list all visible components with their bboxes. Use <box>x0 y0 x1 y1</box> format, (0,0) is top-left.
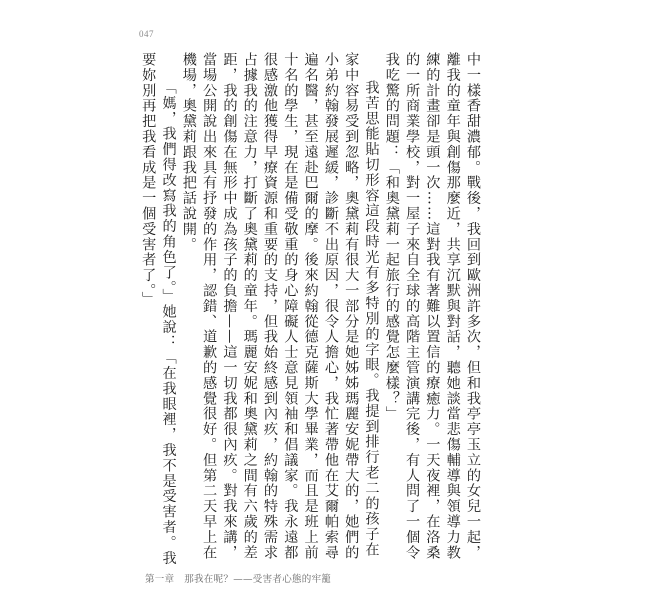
paragraph: 我苦思能貼切形容這段時光有多特別的字眼。我提到排行老二的孩子在家中容易受到忽略，奧黛莉有很大一部分是她姊姊瑪麗安妮帶大的，她們的小弟約翰發展遲緩，診斷不出原因，很令人擔心，我忙著帶他在艾爾帕索尋遍名醫，甚至遠赴巴爾的摩。後來約翰從德克薩斯大學畢業，而且是班上前十名的學生，現在是備受敬重的身心障礙人士意見領袖和倡議家。我永遠都很感激他獲得早療資源和重要的支持，但我始終感到內疚，約翰的特殊需求占據我的注意力，打斷了奧黛莉的童年。瑪麗安妮和奧黛莉之間有六歲的差距，我的創傷在無形中成為孩子的負擔——這一切我都很內疚。對我來講，當場公開說出來具有抒發的作用，認錯、道歉的感覺很好。但第二天早上在機場，奧黛莉跟我把話說開。 <box>180 52 380 561</box>
paragraph: 「媽，我們得改寫我的角色了。」她說：「在我眼裡，我不是受害者。我要妳別再把我看成是一個受害者了。」 <box>140 52 177 567</box>
body-text <box>140 52 483 570</box>
running-footer: 第一章 那我在呢？——受害者心態的牢籠 <box>145 574 332 585</box>
paragraph: 中一樣香甜濃郁。戰後，我回到歐洲許多次，但和我亭亭玉立的女兒一起，離我的童年與創傷那麼近，共享沉默與對話，聽她談當悲傷輔導與領導力教練的計畫卻是頭一次……這對我有著難以置信的療癒力。一天夜裡，在洛桑的一所商業學校，對一屋子來自全球的高階主管演講完後，有人問了一個令我吃驚的問題：「和奧黛莉一起旅行的感覺怎麼樣？」 <box>383 52 481 561</box>
page-number: 047 <box>139 29 154 39</box>
